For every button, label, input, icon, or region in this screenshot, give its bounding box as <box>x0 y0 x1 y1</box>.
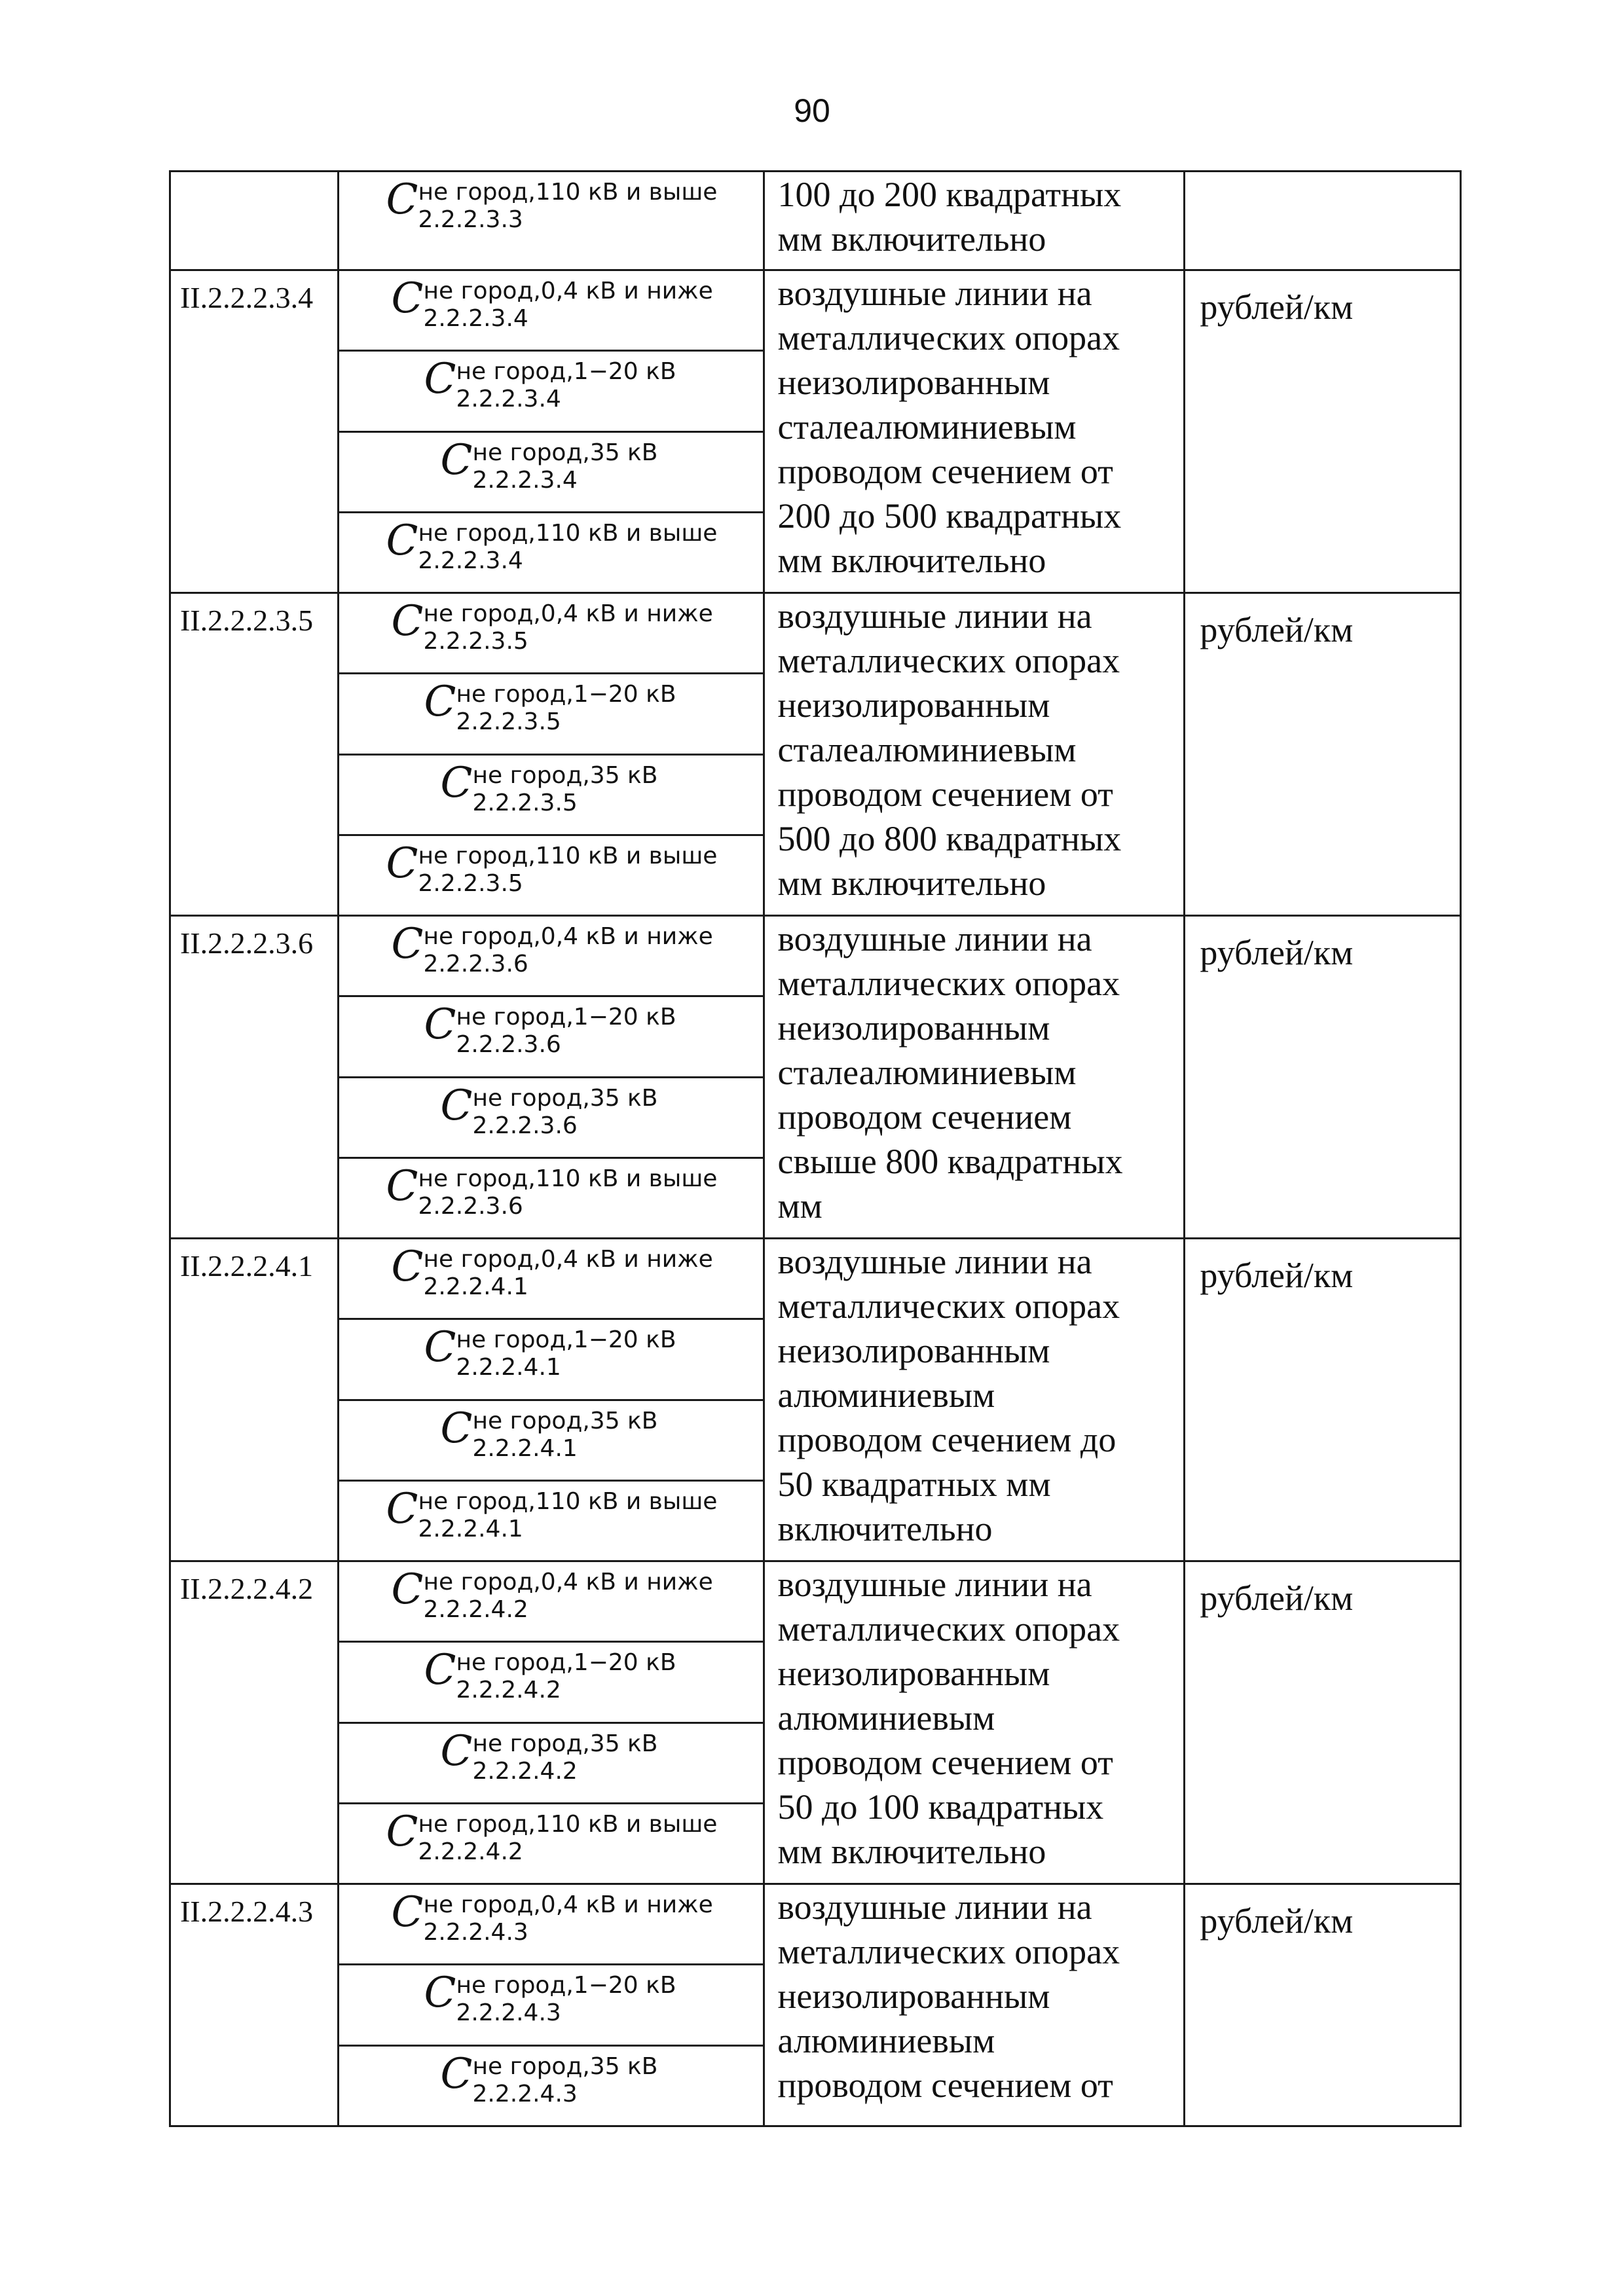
table-row <box>170 1561 1461 1884</box>
formula-superscript: не город,110 кВ и выше <box>418 1810 718 1838</box>
formula-subscript: 2.2.2.4.1 <box>423 1273 528 1300</box>
row-description <box>764 1884 1185 2126</box>
description-line: мм <box>777 1186 822 1226</box>
tariff-formula <box>339 511 763 592</box>
formula-subscript: 2.2.2.4.3 <box>472 2080 578 2107</box>
description-line: мм включительно <box>777 541 1046 580</box>
description-line: сталеалюминиевым <box>777 407 1077 446</box>
description-line: алюминиевым <box>777 1698 995 1738</box>
formula-symbol: C <box>440 1404 473 1453</box>
formula-superscript: не город,0,4 кВ и ниже <box>423 923 713 950</box>
description-line: 50 квадратных мм <box>777 1465 1051 1504</box>
row-unit: рублей/км <box>1185 270 1461 593</box>
description-line: проводом сечением от <box>777 452 1113 491</box>
description-line: проводом сечением от <box>777 1743 1113 1782</box>
row-code: II.2.2.2.3.4 <box>170 270 339 593</box>
formula-symbol: C <box>386 516 418 565</box>
formula-superscript: не город,0,4 кВ и ниже <box>423 1569 713 1595</box>
row-code: II.2.2.2.4.1 <box>170 1239 339 1561</box>
formula-superscript: не город,110 кВ и выше <box>418 519 718 547</box>
tariff-formula <box>339 1641 763 1721</box>
description-line: сталеалюминиевым <box>777 730 1077 769</box>
formula-subscript: 2.2.2.3.3 <box>418 206 523 233</box>
formula-symbol: C <box>424 355 456 404</box>
table-row <box>170 172 1461 270</box>
tariff-formula <box>339 1239 763 1318</box>
formula-symbol: C <box>391 274 424 323</box>
formula-subscript: 2.2.2.4.2 <box>456 1677 561 1704</box>
formula-cell <box>338 593 764 916</box>
row-unit <box>1185 172 1461 270</box>
row-description <box>764 1239 1185 1561</box>
formula-symbol: C <box>386 1807 418 1856</box>
description-line: неизолированным <box>777 685 1050 725</box>
description-line: воздушные линии на <box>777 1242 1092 1281</box>
description-line: металлических опорах <box>777 964 1120 1003</box>
tariff-formula <box>339 995 763 1076</box>
formula-symbol: C <box>440 1081 473 1130</box>
tariff-formula <box>339 754 763 834</box>
formula-cell <box>338 916 764 1239</box>
formula-superscript: не город,35 кВ <box>472 761 658 789</box>
table-row <box>170 1239 1461 1561</box>
formula-symbol: C <box>424 1000 456 1049</box>
formula-subscript: 2.2.2.3.5 <box>472 789 578 816</box>
row-code: II.2.2.2.3.6 <box>170 916 339 1239</box>
tariff-formula <box>339 1157 763 1237</box>
formula-symbol: C <box>424 678 456 727</box>
formula-superscript: не город,0,4 кВ и ниже <box>423 1891 713 1918</box>
row-unit: рублей/км <box>1185 1239 1461 1561</box>
description-line: воздушные линии на <box>777 596 1092 636</box>
row-description <box>764 916 1185 1239</box>
formula-cell <box>338 1884 764 2126</box>
formula-subscript: 2.2.2.3.4 <box>418 547 523 574</box>
formula-symbol: C <box>440 435 473 484</box>
description-line: мм включительно <box>777 1832 1046 1871</box>
formula-cell <box>338 270 764 593</box>
formula-superscript: не город,35 кВ <box>472 2052 658 2080</box>
description-line: проводом сечением <box>777 1097 1072 1137</box>
description-line: воздушные линии на <box>777 1565 1092 1604</box>
tariff-formula <box>339 350 763 430</box>
formula-symbol: C <box>386 1161 418 1211</box>
row-code <box>170 172 339 270</box>
formula-subscript: 2.2.2.4.3 <box>423 1919 528 1946</box>
formula-cell <box>338 172 764 270</box>
tariff-formula <box>339 834 763 915</box>
formula-subscript: 2.2.2.3.6 <box>423 951 528 977</box>
formula-cell <box>338 1561 764 1884</box>
formula-symbol: C <box>391 597 424 646</box>
formula-superscript: не город,1−20 кВ <box>456 1649 676 1677</box>
formula-subscript: 2.2.2.4.2 <box>423 1596 528 1623</box>
formula-symbol: C <box>440 1726 473 1776</box>
row-description <box>764 593 1185 916</box>
description-line: проводом сечением до <box>777 1420 1116 1459</box>
tariff-formula <box>339 1802 763 1883</box>
description-line: 50 до 100 квадратных <box>777 1787 1104 1827</box>
tariff-formula <box>339 1318 763 1398</box>
row-unit: рублей/км <box>1185 1884 1461 2126</box>
row-code: II.2.2.2.3.5 <box>170 593 339 916</box>
formula-subscript: 2.2.2.4.2 <box>472 1757 578 1785</box>
description-line: воздушные линии на <box>777 274 1092 313</box>
formula-subscript: 2.2.2.4.1 <box>418 1515 523 1542</box>
formula-symbol: C <box>440 2049 473 2098</box>
description-line: свыше 800 квадратных <box>777 1142 1123 1181</box>
description-line: мм включительно <box>777 864 1046 903</box>
description-line: неизолированным <box>777 1654 1050 1693</box>
description-line: металлических опорах <box>777 1932 1120 1971</box>
formula-subscript: 2.2.2.3.6 <box>472 1112 578 1139</box>
formula-symbol: C <box>424 1323 456 1372</box>
formula-superscript: не город,0,4 кВ и ниже <box>423 600 713 627</box>
description-line: неизолированным <box>777 363 1050 402</box>
formula-cell <box>338 1239 764 1561</box>
tariff-formula <box>339 431 763 511</box>
description-line: включительно <box>777 1509 993 1548</box>
tariff-formula <box>339 917 763 995</box>
formula-subscript: 2.2.2.3.4 <box>456 386 561 413</box>
formula-superscript: не город,110 кВ и выше <box>418 1487 718 1515</box>
table-row <box>170 593 1461 916</box>
description-line: алюминиевым <box>777 2021 995 2060</box>
description-line: металлических опорах <box>777 318 1120 357</box>
formula-subscript: 2.2.2.4.2 <box>418 1838 523 1865</box>
page-number: 90 <box>794 92 830 129</box>
description-line: металлических опорах <box>777 641 1120 680</box>
row-code: II.2.2.2.4.2 <box>170 1561 339 1884</box>
tariff-formula <box>339 1480 763 1560</box>
description-line: неизолированным <box>777 1331 1050 1370</box>
formula-subscript: 2.2.2.4.3 <box>456 1999 561 2027</box>
formula-superscript: не город,0,4 кВ и ниже <box>423 278 713 304</box>
row-unit: рублей/км <box>1185 1561 1461 1884</box>
formula-superscript: не город,35 кВ <box>472 1730 658 1757</box>
formula-symbol: C <box>440 758 473 807</box>
description-line: алюминиевым <box>777 1376 995 1415</box>
tariff-formula <box>339 594 763 672</box>
formula-subscript: 2.2.2.3.5 <box>423 628 528 655</box>
table-row <box>170 1884 1461 2126</box>
formula-symbol: C <box>386 175 418 224</box>
formula-symbol: C <box>391 920 424 968</box>
formula-symbol: C <box>391 1565 424 1614</box>
formula-superscript: не город,35 кВ <box>472 439 658 466</box>
description-line: проводом сечением от <box>777 2066 1113 2105</box>
formula-superscript: не город,35 кВ <box>472 1084 658 1112</box>
formula-symbol: C <box>386 1484 418 1533</box>
row-description <box>764 172 1185 270</box>
formula-subscript: 2.2.2.3.4 <box>472 466 578 494</box>
formula-symbol: C <box>386 839 418 888</box>
formula-subscript: 2.2.2.3.5 <box>456 708 561 736</box>
formula-subscript: 2.2.2.4.1 <box>456 1354 561 1381</box>
table-row <box>170 916 1461 1239</box>
row-unit: рублей/км <box>1185 916 1461 1239</box>
tariff-table <box>169 170 1462 2127</box>
tariff-table-body <box>170 172 1461 2126</box>
formula-superscript: не город,1−20 кВ <box>456 1972 676 1999</box>
tariff-formula <box>339 1963 763 2044</box>
formula-symbol: C <box>391 1888 424 1937</box>
tariff-formula <box>339 172 763 269</box>
tariff-formula <box>339 1722 763 1802</box>
tariff-formula <box>339 271 763 350</box>
description-line: сталеалюминиевым <box>777 1053 1077 1092</box>
row-code: II.2.2.2.4.3 <box>170 1884 339 2126</box>
formula-subscript: 2.2.2.3.6 <box>456 1031 561 1059</box>
description-line: 500 до 800 квадратных <box>777 819 1122 858</box>
row-description <box>764 270 1185 593</box>
formula-superscript: не город,110 кВ и выше <box>418 842 718 869</box>
description-line: проводом сечением от <box>777 774 1113 814</box>
formula-superscript: не город,110 кВ и выше <box>418 179 718 206</box>
formula-subscript: 2.2.2.3.4 <box>423 305 528 332</box>
formula-superscript: не город,1−20 кВ <box>456 1004 676 1031</box>
formula-superscript: не город,35 кВ <box>472 1407 658 1434</box>
formula-subscript: 2.2.2.4.1 <box>472 1434 578 1462</box>
tariff-formula <box>339 672 763 753</box>
formula-symbol: C <box>424 1969 456 2018</box>
description-line: воздушные линии на <box>777 919 1092 958</box>
description-line: неизолированным <box>777 1977 1050 2016</box>
formula-subscript: 2.2.2.3.5 <box>418 869 523 897</box>
tariff-formula <box>339 1885 763 1963</box>
formula-superscript: не город,1−20 кВ <box>456 358 676 386</box>
description-line: неизолированным <box>777 1008 1050 1048</box>
formula-superscript: не город,0,4 кВ и ниже <box>423 1246 713 1273</box>
row-description <box>764 1561 1185 1884</box>
formula-superscript: не город,1−20 кВ <box>456 681 676 708</box>
description-line: 100 до 200 квадратных <box>777 175 1122 214</box>
row-unit: рублей/км <box>1185 593 1461 916</box>
tariff-formula <box>339 2045 763 2125</box>
description-line: металлических опорах <box>777 1286 1120 1326</box>
description-line: мм включительно <box>777 219 1046 259</box>
tariff-formula <box>339 1399 763 1480</box>
description-line: металлических опорах <box>777 1609 1120 1649</box>
tariff-formula <box>339 1076 763 1157</box>
formula-superscript: не город,110 кВ и выше <box>418 1165 718 1192</box>
formula-symbol: C <box>391 1243 424 1291</box>
table-row <box>170 270 1461 593</box>
formula-symbol: C <box>424 1646 456 1695</box>
formula-subscript: 2.2.2.3.6 <box>418 1192 523 1220</box>
tariff-formula <box>339 1562 763 1641</box>
description-line: 200 до 500 квадратных <box>777 496 1122 536</box>
formula-superscript: не город,1−20 кВ <box>456 1326 676 1354</box>
description-line: воздушные линии на <box>777 1887 1092 1927</box>
